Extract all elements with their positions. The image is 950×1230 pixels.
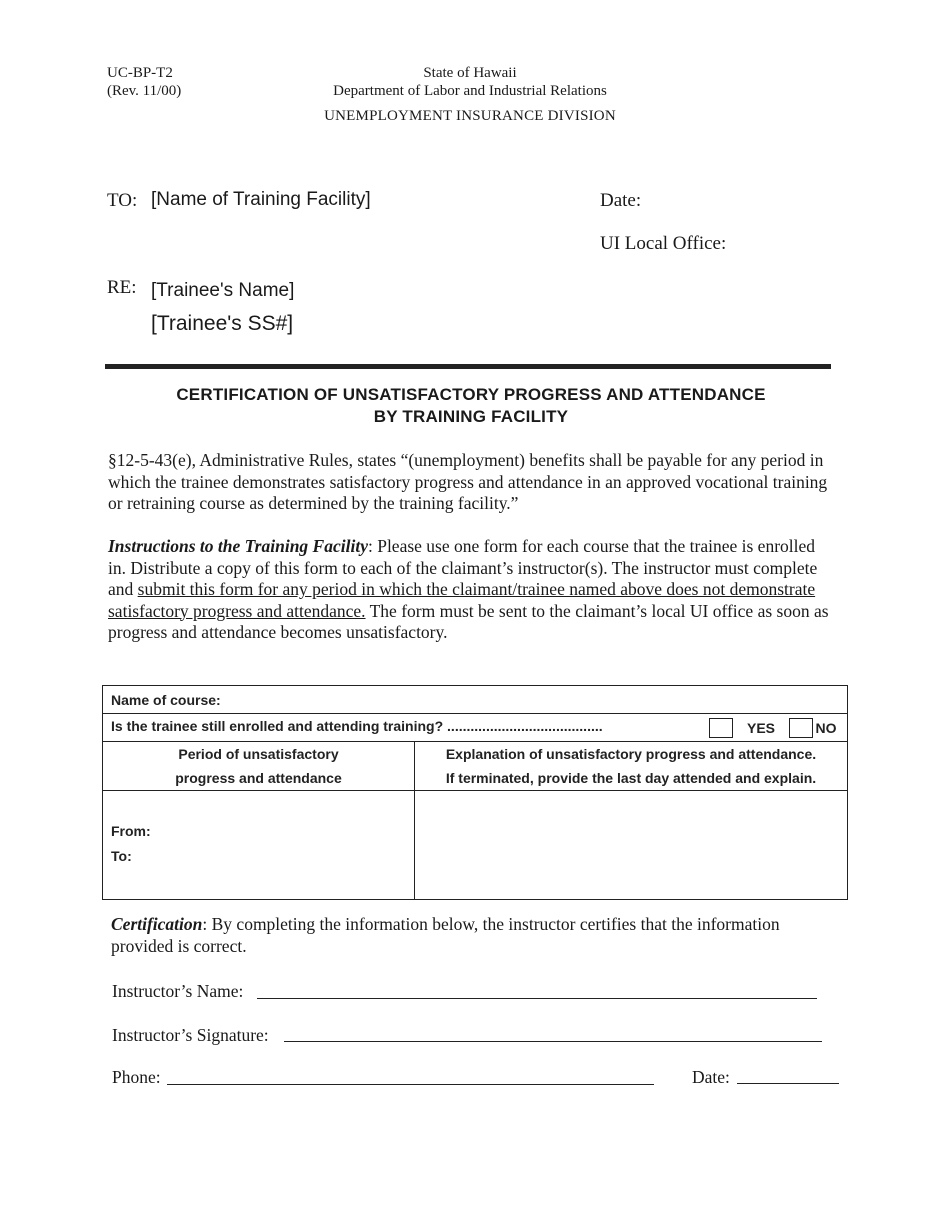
enrolled-question-cell xyxy=(103,714,848,742)
certification-date-label: Date: xyxy=(692,1067,730,1087)
instructor-name-line[interactable] xyxy=(257,998,817,999)
instructions-text-1: : Please use one form for each course that the trainee is enrolled in. Distribute a copy of this form to each of the claimant’s instructor(s). The instructor must complete and xyxy=(108,536,818,599)
to-label: TO: xyxy=(107,190,138,211)
phone-label: Phone: xyxy=(112,1067,161,1087)
division-name: UNEMPLOYMENT INSURANCE DIVISION xyxy=(324,108,616,124)
instructions-paragraph xyxy=(108,536,833,644)
training-facility-name: [Name of Training Facility] xyxy=(151,189,371,210)
form-title-line2: BY TRAINING FACILITY xyxy=(373,407,569,426)
progress-table xyxy=(102,685,848,900)
header-divider xyxy=(105,364,831,369)
period-header-line2: progress and attendance xyxy=(175,770,342,786)
form-number: UC-BP-T2 xyxy=(107,65,173,81)
explanation-header-line2: If terminated, provide the last day attended and explain. xyxy=(445,770,817,786)
yes-no-options xyxy=(709,718,839,738)
re-label: RE: xyxy=(107,277,137,298)
enrolled-question: Is the trainee still enrolled and attending training? ........................................ xyxy=(111,717,603,734)
date-label: Date: xyxy=(600,190,642,211)
period-header xyxy=(103,742,415,791)
yes-checkbox[interactable] xyxy=(709,718,733,738)
instructor-signature-label: Instructor’s Signature: xyxy=(112,1025,269,1045)
instructions-heading: Instructions to the Training Facility xyxy=(108,536,368,556)
course-name-label: Name of course: xyxy=(111,691,221,708)
explanation-cell[interactable] xyxy=(415,791,848,900)
form-title-line1: CERTIFICATION OF UNSATISFACTORY PROGRESS AND ATTENDANCE xyxy=(176,385,766,404)
department-name: Department of Labor and Industrial Relations xyxy=(333,83,607,99)
certification-text: : By completing the information below, the instructor certifies that the information provided is correct. xyxy=(111,914,780,956)
state-name: State of Hawaii xyxy=(423,65,517,81)
trainee-name: [Trainee's Name] xyxy=(151,280,295,301)
form-identifier xyxy=(107,64,181,100)
certification-date-line[interactable] xyxy=(737,1083,839,1084)
no-checkbox[interactable] xyxy=(789,718,813,738)
certification-paragraph xyxy=(111,914,836,957)
period-cell[interactable] xyxy=(103,791,415,900)
to-date-label: To: xyxy=(111,848,132,864)
yes-label: YES xyxy=(746,719,775,736)
phone-line[interactable] xyxy=(167,1084,654,1085)
instructor-signature-line[interactable] xyxy=(284,1041,822,1042)
instructions-underlined-text: submit this form for any period in which the claimant/trainee named above does not demonstrate satisfactory progress and attendance. xyxy=(108,579,816,621)
ui-local-office-label: UI Local Office: xyxy=(600,233,727,254)
period-header-line1: Period of unsatisfactory xyxy=(178,746,339,762)
instructions-text-2: The form must be sent to the claimant’s local UI office as soon as progress and attendance becomes unsatisfactory. xyxy=(108,600,829,642)
explanation-header-line1: Explanation of unsatisfactory progress and attendance. xyxy=(445,746,817,762)
explanation-header xyxy=(415,742,848,791)
agency-heading xyxy=(300,64,640,100)
form-title xyxy=(105,384,837,428)
administrative-rule-paragraph: §12-5-43(e), Administrative Rules, states “(unemployment) benefits shall be payable for any period in which the trainee demonstrates satisfactory progress and attendance in an approved vocational training or retraining course as determined by the training facility.” xyxy=(108,450,828,513)
certification-heading: Certification xyxy=(111,914,203,934)
from-label: From: xyxy=(111,823,151,839)
instructor-name-label: Instructor’s Name: xyxy=(112,981,244,1001)
course-name-cell[interactable] xyxy=(103,686,848,714)
trainee-ssn: [Trainee's SS#] xyxy=(151,312,294,335)
form-revision: (Rev. 11/00) xyxy=(107,83,182,99)
no-label: NO xyxy=(815,719,837,736)
